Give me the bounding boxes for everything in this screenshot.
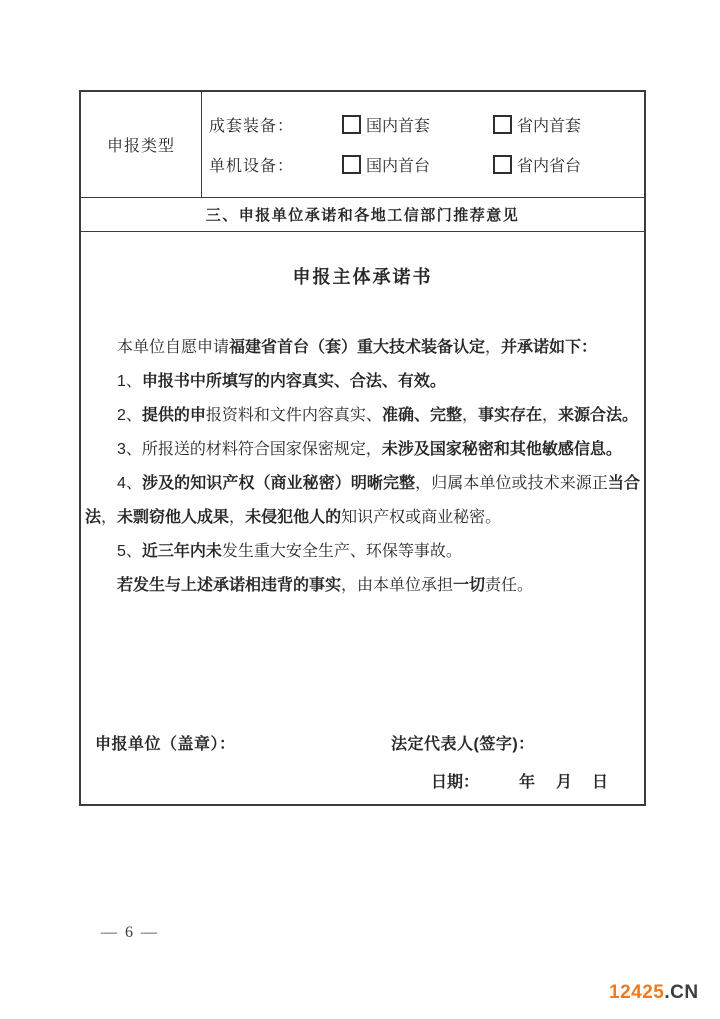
commitment-letter-title: 申报主体承诺书 xyxy=(292,267,433,287)
date-year-label: 年 xyxy=(519,774,536,791)
legal-representative-signature-label: 法定代表人(签字)： xyxy=(391,736,535,753)
paragraph-item-1: 1、申报书中所填写的内容真实、合法、有效。 xyxy=(117,373,446,390)
checkbox-icon xyxy=(493,115,512,134)
paragraph-closing: 若发生与上述承诺相违背的事实，由本单位承担一切责任。 xyxy=(117,577,534,594)
paragraph-item-4: 4、涉及的知识产权（商业秘密）明晰完整，归属本单位或技术来源正当合法，未剽窃他人成果，未侵犯他人的知识产权或商业秘密。 xyxy=(85,475,640,526)
date-day-label: 日 xyxy=(592,774,609,791)
option-label: 国内首台 xyxy=(366,158,431,175)
paragraph-item-5: 5、近三年内未发生重大安全生产、环保等事故。 xyxy=(117,543,462,560)
option-provincial-first-set xyxy=(493,113,644,136)
applicant-unit-seal-label: 申报单位（盖章）： xyxy=(95,736,236,753)
option-domestic-first-set xyxy=(342,113,493,136)
complete-set-equipment-line xyxy=(202,113,644,136)
option-provincial-first-unit xyxy=(493,153,644,176)
option-label: 省内首套 xyxy=(517,118,582,135)
commitment-letter-cell xyxy=(81,263,644,804)
checkbox-icon xyxy=(342,115,361,134)
application-type-row xyxy=(81,92,644,198)
checkbox-icon xyxy=(493,155,512,174)
option-label: 省内省台 xyxy=(517,158,582,175)
application-type-options xyxy=(202,92,644,197)
date-month-label: 月 xyxy=(556,774,573,791)
date-label: 日期： xyxy=(431,774,480,791)
page-number: — 6 — xyxy=(101,924,159,941)
commitment-letter-body xyxy=(85,331,640,603)
watermark-secondary: .CN xyxy=(664,982,699,1003)
paragraph-item-2: 2、提供的申报资料和文件内容真实、准确、完整，事实存在，来源合法。 xyxy=(117,407,639,424)
single-machine-equipment-label: 单机设备： xyxy=(209,158,295,175)
complete-set-equipment-label: 成套装备： xyxy=(209,118,295,135)
watermark-logo xyxy=(609,982,699,1004)
paragraph-item-3: 3、所报送的材料符合国家保密规定，未涉及国家秘密和其他敏感信息。 xyxy=(117,441,622,458)
application-type-label: 申报类型 xyxy=(81,92,202,197)
option-label: 国内首套 xyxy=(366,118,431,135)
option-domestic-first-unit xyxy=(342,153,493,176)
checkbox-icon xyxy=(342,155,361,174)
single-machine-equipment-line xyxy=(202,153,644,176)
paragraph-intro: 本单位自愿申请福建省首台（套）重大技术装备认定，并承诺如下： xyxy=(117,339,598,356)
application-form-table xyxy=(79,90,646,806)
watermark-primary: 12425 xyxy=(609,982,665,1003)
section-header: 三、申报单位承诺和各地工信部门推荐意见 xyxy=(81,198,644,232)
